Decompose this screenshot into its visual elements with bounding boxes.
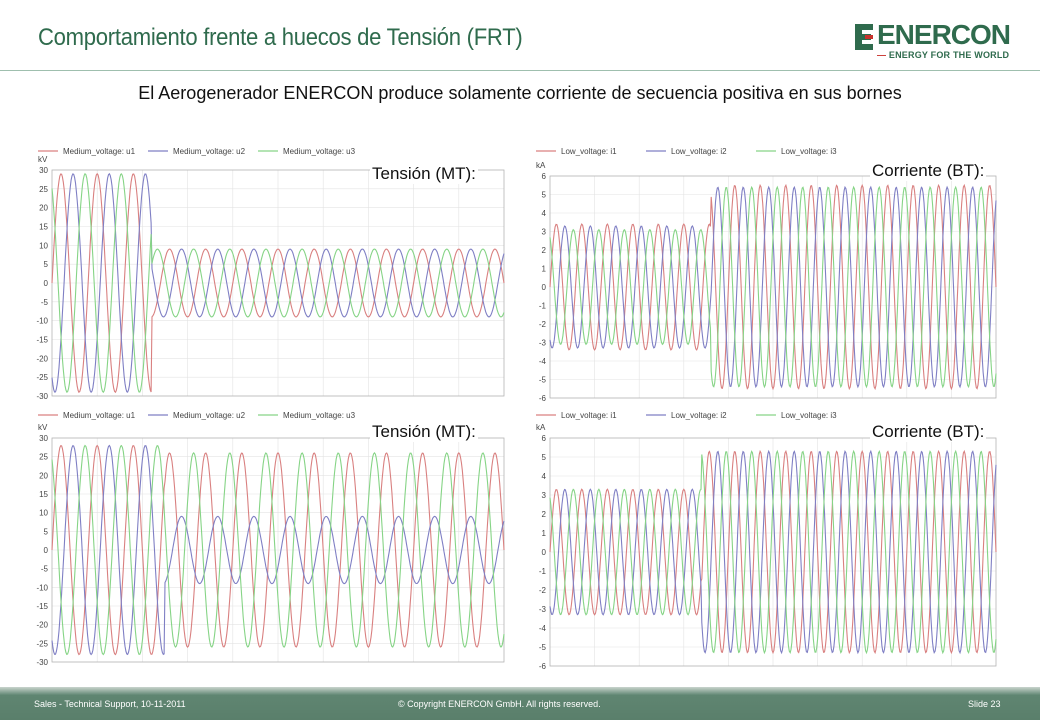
y-tick-label: 4 (541, 209, 546, 218)
footer-bar (0, 687, 1040, 720)
legend-entry: Low_voltage: i1 (561, 147, 617, 156)
axis-unit-label: kA (536, 161, 546, 170)
chart-panel-mt-bottom (34, 404, 506, 670)
legend-entry: Medium_voltage: u2 (173, 147, 246, 156)
y-tick-label: -10 (36, 316, 48, 326)
slide-subtitle: El Aerogenerador ENERCON produce solamente corriente de secuencia positiva en sus bornes (138, 83, 902, 103)
footer-slide-number: Slide 23 (968, 699, 1001, 709)
chart-panel-bt-bottom (532, 404, 1000, 670)
y-tick-label: 0 (43, 546, 48, 555)
y-tick-label: -25 (36, 639, 48, 649)
y-tick-label: 5 (43, 527, 48, 537)
y-tick-label: 5 (541, 453, 546, 462)
y-tick-label: 6 (541, 434, 546, 443)
y-tick-label: -1 (538, 301, 546, 311)
y-tick-label: -5 (40, 564, 48, 574)
y-tick-label: 30 (39, 434, 48, 443)
y-tick-label: 20 (39, 203, 48, 213)
y-tick-label: 0 (541, 283, 546, 292)
y-tick-label: -10 (36, 583, 48, 593)
y-tick-label: -5 (538, 643, 546, 652)
legend-entry: Medium_voltage: u3 (283, 411, 356, 420)
y-tick-label: 2 (541, 510, 546, 519)
y-tick-label: 1 (541, 529, 546, 538)
chart-label-mt-bottom: Tensión (MT): (372, 422, 476, 441)
y-tick-label: 25 (39, 452, 48, 462)
y-tick-label: -6 (538, 662, 546, 670)
chart-label-bt-top: Corriente (BT): (872, 161, 985, 180)
legend-entry: Medium_voltage: u3 (283, 147, 356, 156)
logo-wordmark: ENERCON (877, 19, 1011, 50)
y-tick-label: -30 (36, 658, 48, 667)
legend-entry: Low_voltage: i3 (781, 411, 837, 420)
enercon-logo-mark-icon (855, 24, 873, 50)
y-tick-label: -5 (538, 375, 546, 385)
legend-entry: Low_voltage: i3 (781, 147, 837, 156)
y-tick-label: 5 (43, 260, 48, 270)
y-tick-label: -5 (40, 297, 48, 307)
y-tick-label: 20 (39, 471, 48, 481)
logo-tagline-text: ENERGY FOR THE WORLD (888, 50, 1010, 60)
legend-entry: Low_voltage: i2 (671, 147, 727, 156)
y-tick-label: -15 (36, 602, 48, 611)
slide-title: Comportamiento frente a huecos de Tensión (FRT) (38, 24, 523, 51)
axis-unit-label: kA (536, 423, 546, 432)
y-tick-label: 15 (39, 490, 48, 499)
y-tick-label: -2 (538, 320, 546, 329)
y-tick-label: -20 (36, 620, 48, 630)
legend-entry: Low_voltage: i2 (671, 411, 727, 420)
y-tick-label: -3 (538, 338, 546, 348)
y-tick-label: 25 (39, 184, 48, 194)
y-tick-label: -4 (538, 624, 546, 633)
enercon-logo (855, 19, 1015, 60)
legend-entry: Low_voltage: i1 (561, 411, 617, 420)
footer-left-text: Sales - Technical Support, 10-11-2011 (34, 699, 186, 709)
logo-tagline (877, 50, 1009, 60)
y-tick-label: 2 (541, 246, 546, 255)
chart-label-mt-top: Tensión (MT): (372, 164, 476, 183)
y-tick-label: -25 (36, 373, 48, 383)
y-tick-label: 6 (541, 172, 546, 181)
y-tick-label: -30 (36, 392, 48, 401)
chart-panel-mt-top (34, 140, 506, 402)
title-divider (0, 70, 1040, 71)
legend-entry: Medium_voltage: u2 (173, 411, 246, 420)
y-tick-label: -15 (36, 335, 48, 345)
voltage-chart-2 (34, 404, 506, 670)
logo-tagline-dash: — (877, 50, 889, 60)
y-tick-label: -4 (538, 357, 546, 366)
current-chart-2 (532, 404, 1000, 670)
y-tick-label: -20 (36, 354, 48, 364)
legend-entry: Medium_voltage: u1 (63, 411, 136, 420)
axis-unit-label: kV (38, 423, 48, 432)
y-tick-label: 4 (541, 472, 546, 481)
chart-label-bt-bottom: Corriente (BT): (872, 422, 985, 441)
y-tick-label: 10 (39, 241, 48, 251)
y-tick-label: 1 (541, 264, 546, 274)
y-tick-label: -3 (538, 605, 546, 614)
y-tick-label: -6 (538, 394, 546, 402)
footer-copyright: © Copyright ENERCON GmbH. All rights reserved. (398, 699, 601, 709)
y-tick-label: 3 (541, 227, 546, 237)
chart-panel-bt-top (532, 140, 1000, 402)
y-tick-label: -2 (538, 586, 546, 595)
y-tick-label: 30 (39, 166, 48, 175)
y-tick-label: -1 (538, 567, 546, 576)
y-tick-label: 0 (541, 548, 546, 557)
y-tick-label: 3 (541, 491, 546, 500)
y-tick-label: 0 (43, 279, 48, 288)
y-tick-label: 5 (541, 190, 546, 200)
legend-entry: Medium_voltage: u1 (63, 147, 136, 156)
y-tick-label: 15 (39, 222, 48, 232)
axis-unit-label: kV (38, 155, 48, 164)
y-tick-label: 10 (39, 508, 48, 518)
